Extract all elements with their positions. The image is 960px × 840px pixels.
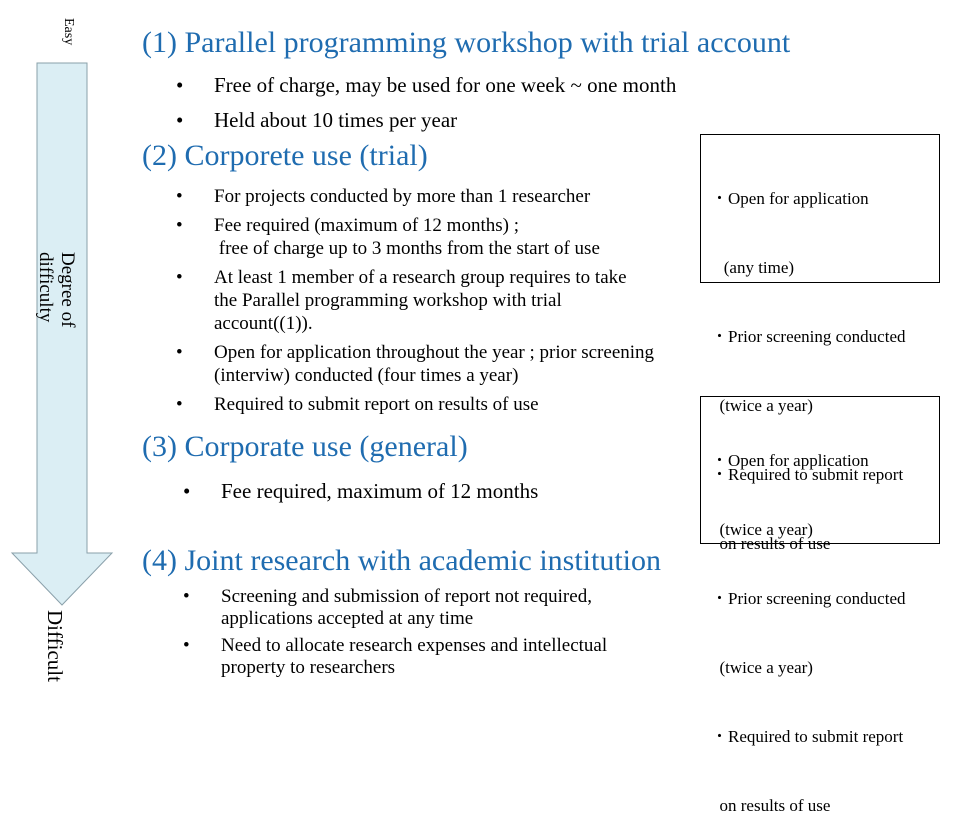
section-2-heading: (2) Corporete use (trial) (142, 139, 428, 172)
list-item: • Required to submit report on results of use (176, 393, 654, 416)
note-line: (twice a year) (711, 520, 813, 539)
list-item: • Fee required, maximum of 12 months (183, 480, 538, 503)
note-line: ・Prior screening conducted (711, 589, 906, 608)
note-line: (twice a year) (711, 658, 813, 677)
list-item: • Fee required (maximum of 12 months) ; free of charge up to 3 months from the start of use (176, 214, 654, 260)
difficult-label: Difficult (43, 610, 67, 682)
list-item: • Open for application throughout the year ; prior screening (interviw) conducted (four times a year) (176, 341, 654, 387)
note-box-trial (700, 134, 940, 553)
list-item: • For projects conducted by more than 1 researcher (176, 185, 654, 208)
note-line: (any time) (711, 258, 795, 277)
difficulty-arrow-shape (0, 0, 120, 706)
list-item: • Held about 10 times per year (176, 109, 676, 132)
degree-label-line1: Degree of (57, 252, 78, 328)
list-item: • Need to allocate research expenses and intellectual property to researchers (183, 635, 607, 679)
section-3-list (183, 480, 538, 503)
list-item: • At least 1 member of a research group requires to take the Parallel programming workshop with trial account((1)). (176, 266, 654, 335)
note-line: (twice a year) (711, 396, 813, 415)
note-line: on results of use (711, 796, 831, 815)
list-item: • Screening and submission of report not required, applications accepted at any time (183, 586, 607, 630)
note-line: ・Open for application (711, 451, 869, 470)
note-line: ・Required to submit report (711, 465, 904, 484)
degree-of-difficulty-label (34, 252, 78, 327)
note-box-general (700, 396, 940, 815)
degree-label-line2: difficulty (35, 252, 56, 323)
difficulty-arrow (0, 0, 120, 706)
note-line: ・Prior screening conducted (711, 327, 906, 346)
section-1-heading: (1) Parallel programming workshop with trial account (142, 26, 791, 59)
section-1-list (176, 74, 676, 132)
note-line: on results of use (711, 534, 831, 553)
note-line: ・Required to submit report (711, 727, 904, 746)
section-3-heading: (3) Corporate use (general) (142, 430, 468, 463)
note-line: ・Open for application (711, 189, 869, 208)
section-4-list (183, 586, 607, 679)
section-4-heading: (4) Joint research with academic institution (142, 544, 662, 577)
section-2-list (176, 185, 654, 416)
easy-label: Easy (61, 18, 76, 46)
list-item: • Free of charge, may be used for one week ~ one month (176, 74, 676, 97)
